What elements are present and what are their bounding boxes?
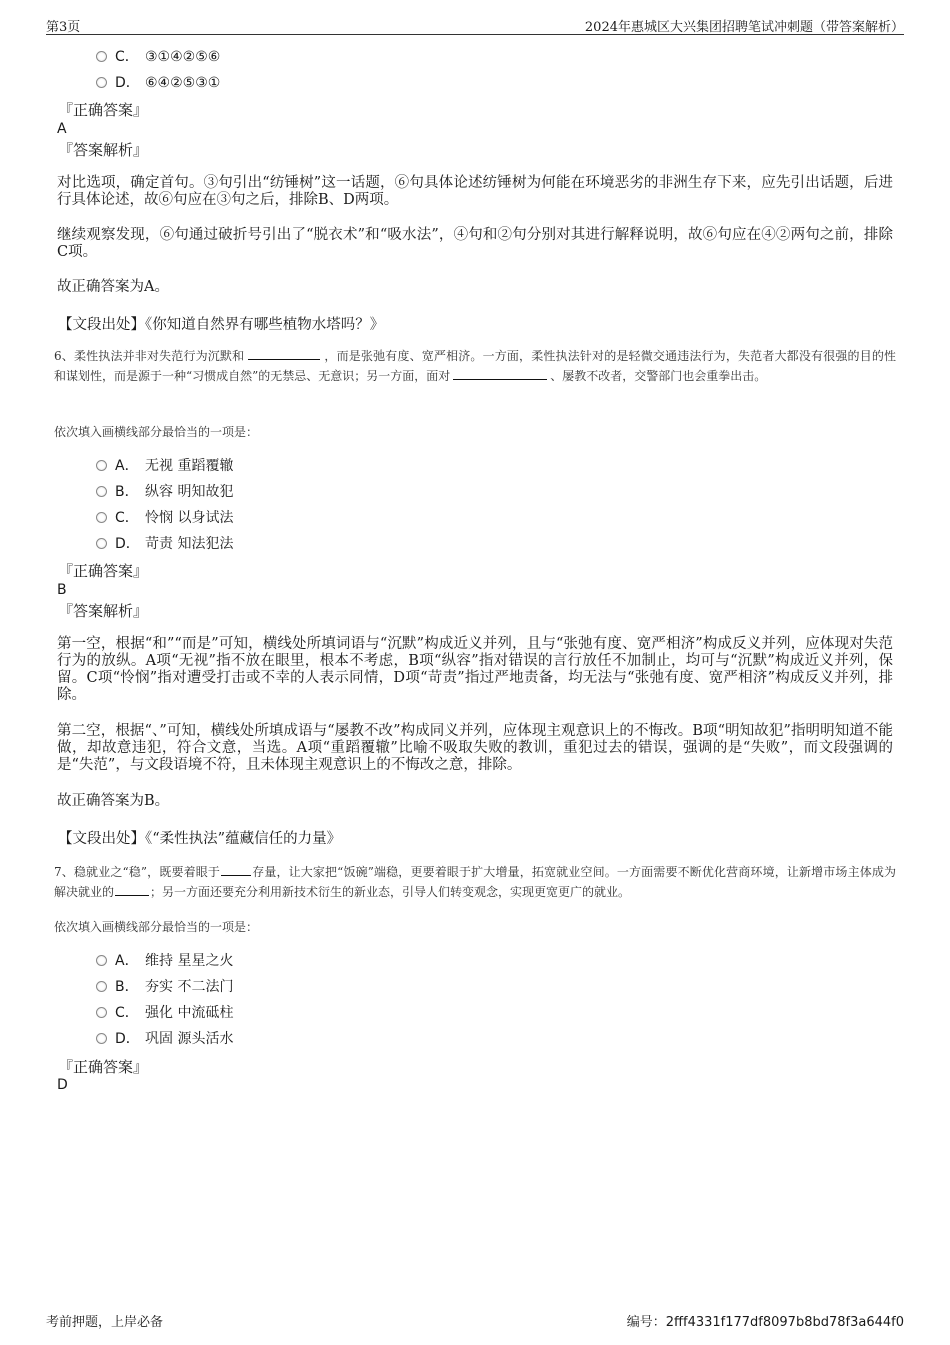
q5-analysis-p3: 故正确答案为A。 — [57, 279, 169, 295]
document-title: 2024年惠城区大兴集团招聘笔试冲刺题（带答案解析） — [584, 20, 904, 35]
footer-code-label: 编号： — [626, 1315, 666, 1330]
q5-option-d[interactable] — [96, 73, 220, 93]
q6-analysis-label: 『答案解析』 — [58, 602, 149, 620]
q6-analysis-p3: 故正确答案为B。 — [57, 793, 170, 809]
q5-analysis-label: 『答案解析』 — [58, 141, 149, 159]
q6-stem — [54, 346, 896, 386]
option-key: D． — [115, 1031, 140, 1047]
radio-icon[interactable] — [96, 486, 107, 497]
option-text: 怜悯 以身试法 — [145, 510, 234, 526]
page-header — [46, 14, 904, 35]
q5-answer: A — [57, 121, 67, 137]
q7-blank-1 — [221, 862, 251, 876]
q6-option-c[interactable] — [96, 508, 233, 528]
footer-slogan: 考前押题，上岸必备 — [46, 1315, 164, 1330]
q6-blank-2 — [453, 366, 547, 380]
option-key: C． — [115, 510, 139, 526]
radio-icon[interactable] — [96, 51, 107, 62]
radio-icon[interactable] — [96, 1033, 107, 1044]
q5-analysis-p2: 继续观察发现，⑥句通过破折号引出了“脱衣术”和“吸水法”，④句和②句分别对其进行解释说明，故⑥句应在④②两句之前，排除C项。 — [57, 227, 893, 260]
radio-icon[interactable] — [96, 460, 107, 471]
q7-stem — [54, 862, 896, 902]
q6-correct-answer-label: 『正确答案』 — [58, 562, 149, 580]
q7-answer: D — [57, 1077, 68, 1093]
q5-correct-answer-label: 『正确答案』 — [58, 101, 149, 119]
q7-correct-answer-label: 『正确答案』 — [58, 1058, 149, 1076]
q7-prompt: 依次填入画横线部分最恰当的一项是： — [54, 920, 259, 934]
footer-code — [627, 1311, 904, 1330]
q6-option-a[interactable] — [96, 456, 233, 476]
radio-icon[interactable] — [96, 77, 107, 88]
option-text: ⑥④②⑤③① — [145, 75, 221, 91]
q7-option-c[interactable] — [96, 1003, 233, 1023]
radio-icon[interactable] — [96, 512, 107, 523]
q6-blank-1 — [248, 346, 320, 360]
option-text: ③①④②⑤⑥ — [145, 49, 221, 65]
q5-option-c[interactable] — [96, 47, 220, 67]
q7-stem-part3: ；另一方面还要充分利用新技术衍生的新业态，引导人们转变观念，实现更宽更广的就业。 — [150, 885, 631, 899]
option-text: 维持 星星之火 — [145, 953, 234, 969]
q6-stem-part1: 6、柔性执法并非对失范行为沉默和 — [54, 349, 245, 363]
q7-option-a[interactable] — [96, 951, 233, 971]
radio-icon[interactable] — [96, 981, 107, 992]
q6-source: 【文段出处】《“柔性执法”蕴藏信任的力量》 — [58, 831, 342, 847]
q6-analysis-p2: 第二空，根据“、”可知，横线处所填成语与“屡教不改”构成同义并列，应体现主观意识上的不悔改。B项“明知故犯”指明明知道不能做，却故意违犯，符合文意，当选。A项“重蹈覆辙”比喻不吸取失败的教训，重犯过去的错误，强调的是“失败”，而文段强调的是“失范”，与文段语境不符，且未体现主观意识上的不悔改之意，排除。 — [57, 723, 893, 773]
option-text: 巩固 源头活水 — [145, 1031, 234, 1047]
radio-icon[interactable] — [96, 955, 107, 966]
q6-option-d[interactable] — [96, 534, 233, 554]
option-key: A． — [115, 953, 139, 969]
option-text: 纵容 明知故犯 — [145, 484, 234, 500]
q7-stem-part1: 7、稳就业之“稳”，既要着眼于 — [54, 865, 221, 879]
radio-icon[interactable] — [96, 538, 107, 549]
option-text: 苛责 知法犯法 — [145, 536, 234, 552]
q7-stem-part2: 存量，让大家把“饭碗”端稳，更要着眼于扩大增量，拓宽就业空间。一方面需要不断优化营商环境，让新增市场主体成为解决就业的 — [54, 865, 897, 899]
option-key: A． — [115, 458, 139, 474]
option-key: B． — [115, 979, 139, 995]
q6-prompt: 依次填入画横线部分最恰当的一项是： — [54, 425, 259, 439]
option-key: D． — [115, 536, 140, 552]
option-text: 无视 重蹈覆辙 — [145, 458, 234, 474]
q6-answer: B — [57, 582, 67, 598]
q6-option-b[interactable] — [96, 482, 233, 502]
option-text: 夯实 不二法门 — [145, 979, 234, 995]
option-key: B． — [115, 484, 139, 500]
radio-icon[interactable] — [96, 1007, 107, 1018]
page-number: 第3页 — [46, 20, 81, 35]
option-text: 强化 中流砥柱 — [145, 1005, 234, 1021]
q7-option-b[interactable] — [96, 977, 233, 997]
q6-stem-part2: ，而是张弛有度、宽严相济。一方面，柔性执法针对的是轻微交通违法行为，失范者大都没有很强的目的性和谋划性，而是源于一种“习惯成自然”的无禁忌、无意识；另一方面，面对 — [54, 349, 896, 383]
option-key: C． — [115, 1005, 139, 1021]
q7-blank-2 — [115, 882, 149, 896]
q7-option-d[interactable] — [96, 1029, 233, 1049]
q5-source: 【文段出处】《你知道自然界有哪些植物水塔吗？》 — [58, 317, 385, 333]
q6-stem-part3: 、屡教不改者，交警部门也会重拳出击。 — [550, 369, 767, 383]
q6-analysis-p1: 第一空，根据“和”“而是”可知，横线处所填词语与“沉默”构成近义并列，且与“张弛有度、宽严相济”构成反义并列，应体现对失范行为的放纵。A项“无视”指不放在眼里，根本不考虑，B项“纵容”指对错误的言行放任不加制止，均可与“沉默”构成近义并列，保留。C项“怜悯”指对遭受打击或不幸的人表示同情，D项“苛责”指过严地责备，均无法与“张弛有度、宽严相济”构成反义并列，排除。 — [57, 636, 893, 703]
q5-analysis-p1: 对比选项，确定首句。③句引出“纺锤树”这一话题，⑥句具体论述纺锤树为何能在环境恶劣的非洲生存下来，应先引出话题，后进行具体论述，故⑥句应在③句之后，排除B、D两项。 — [57, 175, 893, 208]
footer-code-value: 2fff4331f177df8097b8bd78f3a644f0 — [665, 1315, 904, 1330]
option-key: D． — [115, 75, 140, 91]
option-key: C． — [115, 49, 139, 65]
